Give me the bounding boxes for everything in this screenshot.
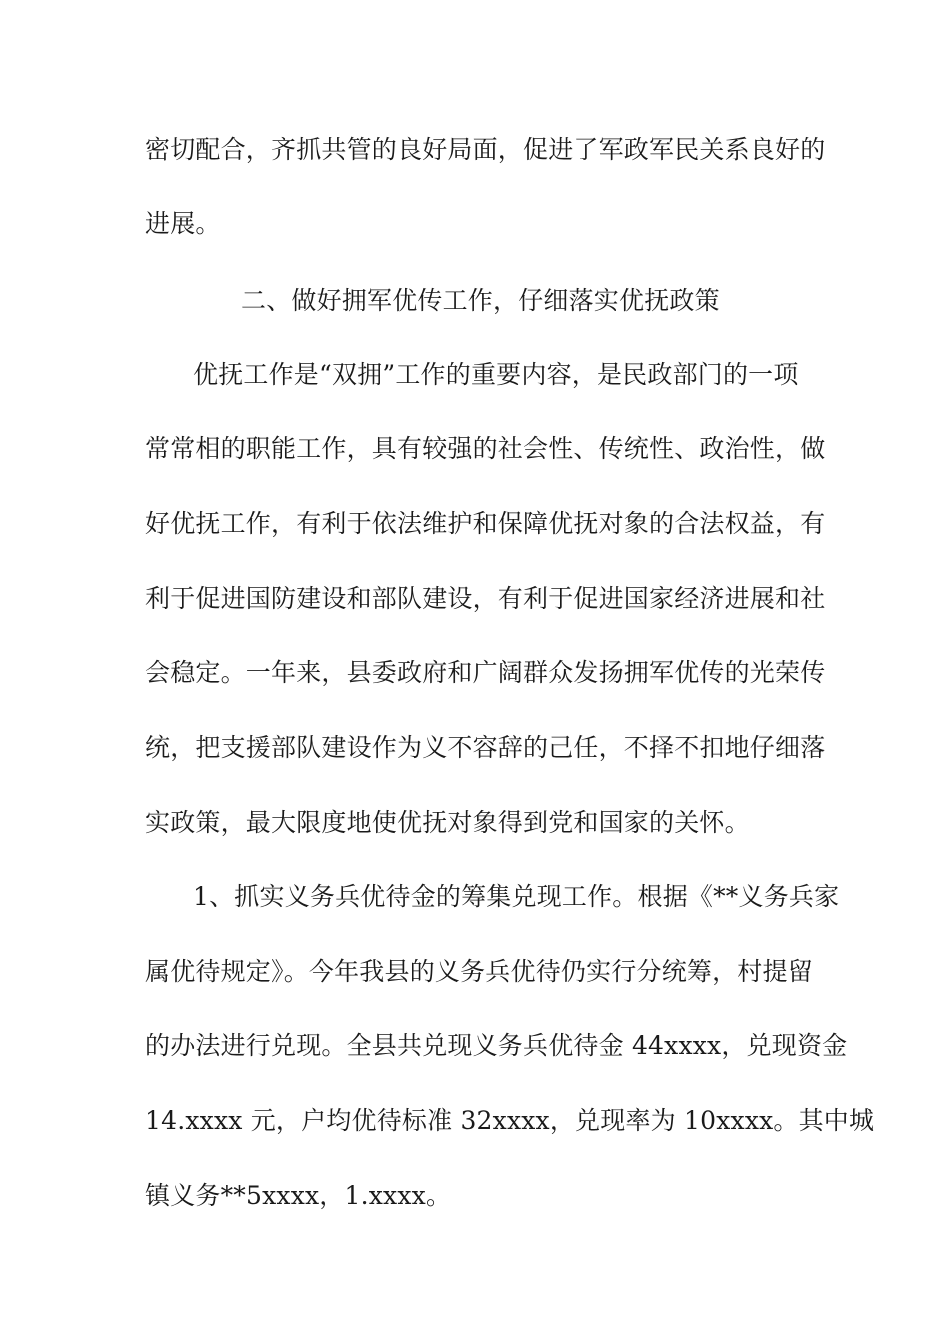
section-heading: 二、做好拥军优传工作，仔细落实优抚政策 [241, 286, 720, 315]
paragraph-1-line-1: 密切配合，齐抓共管的良好局面，促进了军政军民关系良好的 [145, 135, 826, 164]
paragraph-3-line-4: 14.xxxx 元，户均优待标准 32xxxx，兑现率为 10xxxx。其中城 [145, 1106, 875, 1135]
paragraph-2-line-1: 优抚工作是“双拥”工作的重要内容，是民政部门的一项 [193, 360, 799, 389]
paragraph-3-line-3: 的办法进行兑现。全县共兑现义务兵优待金 44xxxx，兑现资金 [145, 1031, 848, 1060]
paragraph-2-line-4: 利于促进国防建设和部队建设，有利于促进国家经济进展和社 [145, 584, 826, 613]
paragraph-2-line-5: 会稳定。一年来，县委政府和广阔群众发扬拥军优传的光荣传 [145, 658, 826, 687]
paragraph-3-line-2: 属优待规定》。今年我县的义务兵优待仍实行分统筹，村提留 [145, 957, 813, 986]
paragraph-3-line-1: 1、抓实义务兵优待金的筹集兑现工作。根据《**义务兵家 [193, 882, 840, 911]
paragraph-3-line-5: 镇义务**5xxxx，1.xxxx。 [145, 1181, 452, 1210]
paragraph-2-line-7: 实政策，最大限度地使优抚对象得到党和国家的关怀。 [145, 808, 750, 837]
paragraph-2-line-3: 好优抚工作，有利于依法维护和保障优抚对象的合法权益，有 [145, 509, 826, 538]
paragraph-1-line-2: 进展。 [145, 209, 221, 238]
paragraph-2-line-2: 常常相的职能工作，具有较强的社会性、传统性、政治性，做 [145, 434, 826, 463]
paragraph-2-line-6: 统，把支援部队建设作为义不容辞的己任，不择不扣地仔细落 [145, 733, 826, 762]
